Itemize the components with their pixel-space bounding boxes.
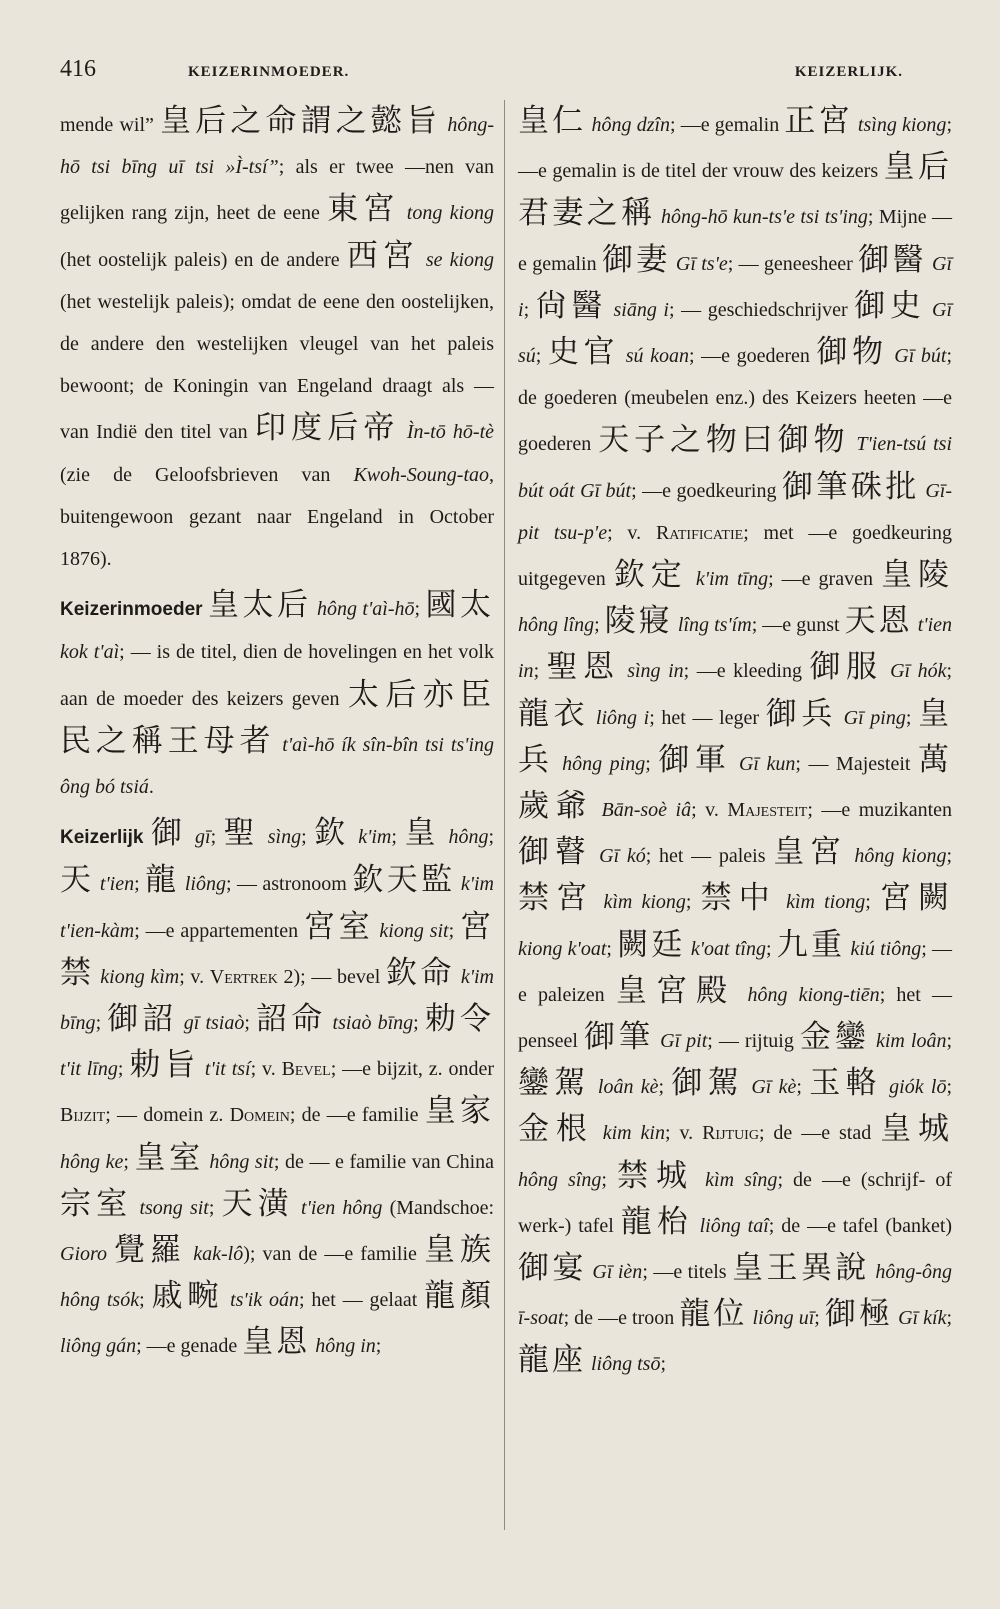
chinese-characters: 龍顏	[424, 1278, 495, 1314]
entry-text: ; v.	[250, 1058, 282, 1081]
cross-reference: Domein	[229, 1104, 290, 1127]
entry-text: (Mandschoe:	[382, 1196, 494, 1219]
page-number: 416	[60, 56, 96, 82]
chinese-characters: 御筆硃批	[781, 468, 920, 504]
romanization: kìm sîng	[705, 1168, 778, 1191]
romanization: lîng ts'ím	[677, 614, 752, 637]
cross-reference: Rijtuig	[702, 1122, 759, 1145]
entry-text: ;	[946, 1076, 953, 1099]
entry-text: ;	[375, 1335, 382, 1358]
romanization: t'it tsí	[204, 1058, 251, 1081]
entry-text: ; — Majesteit	[795, 752, 919, 775]
chinese-characters: 皇后之命謂之懿旨	[160, 103, 442, 138]
entry-text: ; v.	[664, 1122, 703, 1145]
romanization: Gī hók	[890, 660, 947, 683]
headword: Keizerlijk	[60, 827, 144, 849]
left-column	[60, 100, 494, 1368]
entry-text: , buitengewoon gezant naar Engeland in October 1876).	[60, 463, 494, 571]
romanization: hông kiong	[854, 845, 947, 868]
entry-text: ; de —e stad	[758, 1122, 881, 1145]
romanization: kiong k'oat	[518, 937, 607, 960]
entry-text: ; het — paleis	[645, 845, 774, 868]
entry-text: ; —e genade	[136, 1335, 243, 1358]
cross-reference: Bijzit	[60, 1104, 106, 1127]
entry-text: (het westelijk paleis); omdat de eene den oostelijken, de andere den westelijken vleugel van het paleis bewoont; de Koningin van Engeland draagt als — van Indië den titel van	[60, 290, 494, 444]
right-column	[518, 100, 952, 1386]
chinese-characters: 皇陵	[880, 557, 952, 593]
entry-text: ; —e goedkeuring	[631, 479, 782, 502]
entry-text: .	[148, 776, 154, 799]
romanization: Gī kun	[738, 752, 796, 775]
entry-text	[736, 984, 747, 1006]
entry-text: ; v.	[179, 965, 210, 988]
entry-text: ; — geschiedschrijver	[669, 298, 855, 321]
romanization: tong kiong	[406, 202, 495, 225]
entry-text	[695, 1169, 705, 1191]
entry-text: ;	[134, 873, 146, 896]
chinese-characters: 史官	[547, 334, 620, 370]
entry-text: ; de —e tafel (banket)	[768, 1214, 953, 1237]
entry-text: ; de —e familie	[289, 1104, 425, 1127]
entry-text	[143, 826, 151, 848]
entry-text	[555, 753, 563, 775]
chinese-characters: 天潢	[221, 1185, 294, 1221]
chinese-characters: 皇宮殿	[615, 972, 737, 1008]
romanization: t'it līng	[60, 1058, 118, 1081]
chinese-characters: 皇后君妻之稱	[518, 149, 952, 231]
romanization: kiú tiông	[850, 937, 922, 960]
chinese-characters: 東宮	[327, 191, 400, 227]
chinese-characters: 禁宮	[518, 880, 595, 916]
entry-text: ;	[865, 891, 880, 914]
romanization: Gī ts'e	[675, 252, 728, 275]
romanization: Ìn-tō hō-tè	[406, 421, 494, 444]
romanization: hông dzîn	[591, 114, 671, 136]
chinese-characters: 闕廷	[617, 926, 686, 962]
chinese-characters: 龍枱	[620, 1203, 693, 1239]
entry-text: ;	[533, 660, 547, 683]
entry-text	[837, 707, 844, 729]
romanization: kiong sit	[379, 919, 449, 942]
chinese-characters: 聖	[223, 815, 261, 851]
entry-text: ;	[244, 1012, 257, 1035]
entry-text: ; de goederen (meubelen enz.) des Keizers heeten —e goederen	[518, 345, 953, 456]
romanization: Gī kè	[751, 1076, 797, 1099]
entry-text	[419, 249, 426, 271]
chinese-characters: 御瞽	[518, 834, 592, 870]
chinese-characters: 天	[60, 862, 95, 898]
chinese-characters: 皇宮	[773, 834, 847, 870]
romanization: liông taî	[699, 1214, 769, 1237]
romanization: liông	[184, 873, 226, 896]
chinese-characters: 玉輅	[809, 1065, 882, 1101]
entry-text: ;	[658, 1076, 672, 1099]
romanization: gī	[195, 826, 211, 849]
chinese-characters: 龍位	[679, 1296, 748, 1332]
entry-text: ; —e gunst	[751, 614, 845, 637]
romanization: k'oat tîng	[690, 937, 766, 960]
entry-text	[400, 202, 407, 224]
entry-text: ;	[448, 919, 460, 942]
chinese-characters: 龍	[145, 862, 180, 898]
entry-text: ;	[946, 660, 953, 683]
romanization: se kiong	[425, 248, 495, 271]
romanization: hông-ông ī-soat	[518, 1261, 953, 1330]
chinese-characters: 御宴	[518, 1250, 587, 1286]
romanization: Gī ping	[843, 706, 906, 729]
entry-text: 2); — bevel	[277, 965, 386, 988]
romanization: hông in	[315, 1335, 376, 1358]
entry-text: ; —e graven	[768, 568, 881, 591]
chinese-characters: 尙醫	[535, 287, 607, 323]
entry-text: (het oostelijk paleis) en de andere	[60, 248, 347, 271]
entry-text: ; —e bijzit, z. onder	[330, 1058, 495, 1081]
chinese-characters: 鑾駕	[518, 1065, 591, 1101]
romanization: giók lō	[889, 1076, 947, 1099]
page-header	[60, 50, 955, 90]
romanization: kiong kìm	[100, 965, 180, 988]
romanization: sìng in	[627, 660, 684, 683]
chinese-characters: 御駕	[671, 1065, 745, 1101]
chinese-characters: 聖恩	[546, 649, 620, 685]
dictionary-entry	[60, 812, 494, 1367]
cross-reference: Bevel	[281, 1058, 331, 1081]
chinese-characters: 皇城	[880, 1111, 953, 1147]
entry-text: ;	[765, 937, 777, 960]
entry-text	[607, 299, 614, 321]
entry-text: ;	[645, 752, 659, 775]
chinese-characters: 皇王異說	[732, 1250, 870, 1286]
dictionary-entry	[60, 584, 494, 808]
romanization: hông tsók	[60, 1289, 140, 1312]
entry-text: ;	[660, 1353, 667, 1376]
entry-text: ;	[95, 1012, 108, 1035]
chinese-characters: 皇	[404, 815, 441, 851]
entry-text: ; —e appartementen	[134, 919, 304, 942]
entry-text	[619, 345, 626, 367]
chinese-characters: 御史	[854, 287, 926, 323]
entry-text: ; het — leger	[649, 706, 766, 729]
chinese-characters: 禁城	[617, 1157, 696, 1193]
chinese-characters: 勅旨	[129, 1047, 200, 1083]
romanization: Bān-soè iâ	[601, 799, 692, 822]
chinese-characters: 天恩	[844, 603, 913, 639]
entry-text: ; —e goederen	[689, 345, 817, 368]
entry-text: ; v.	[691, 799, 728, 822]
entry-text	[591, 1076, 598, 1098]
chinese-characters: 欽定	[613, 557, 688, 593]
entry-text	[731, 753, 739, 775]
entry-text: ;	[117, 1058, 130, 1081]
entry-text: (zie de Geloofsbrieven van	[60, 463, 354, 486]
romanization: hông	[448, 826, 489, 849]
romanization: hông ke	[60, 1150, 124, 1173]
romanization: Gioro	[60, 1243, 108, 1266]
entry-text: ;	[301, 826, 315, 849]
entry-text: ; —e gemalin is de titel der vrouw des keizers	[518, 114, 952, 183]
chinese-characters: 欽天監	[352, 862, 456, 898]
chinese-characters: 皇室	[134, 1139, 204, 1175]
entry-text: ;	[601, 1168, 617, 1191]
romanization: Gī kík	[898, 1307, 947, 1330]
chinese-characters: 御服	[809, 649, 883, 685]
chinese-characters: 御筆	[584, 1019, 655, 1055]
chinese-characters: 天子之物曰御物	[598, 422, 850, 458]
cross-reference: Majesteit	[727, 799, 808, 822]
romanization: k'im t'ien-kàm	[60, 873, 494, 942]
romanization: sú koan	[625, 345, 689, 368]
entry-text: ;	[946, 1030, 953, 1053]
chinese-characters: 金鑾	[799, 1019, 870, 1055]
entry-text	[589, 707, 596, 729]
entry-text: ;	[535, 345, 548, 368]
chinese-characters: 皇族	[423, 1232, 494, 1268]
chinese-characters: 詔命	[256, 1001, 327, 1037]
headword: Keizerinmoeder	[60, 599, 203, 621]
entry-text	[400, 421, 407, 443]
cross-reference: Ratificatie	[655, 521, 744, 544]
romanization: Gī ièn	[592, 1261, 643, 1284]
entry-text: ;	[413, 1012, 425, 1035]
chinese-characters: 御妻	[601, 241, 671, 277]
chinese-characters: 西宮	[346, 237, 419, 273]
chinese-characters: 皇仁	[518, 103, 587, 138]
entry-text: ;	[814, 1307, 825, 1330]
romanization: hông lîng	[518, 614, 595, 637]
chinese-characters: 龍座	[518, 1342, 586, 1378]
entry-text: ; — rijtuig	[707, 1030, 800, 1053]
romanization: k'im	[358, 826, 392, 849]
entry-text: ; — astronoom	[226, 873, 353, 896]
romanization: Gī i	[518, 252, 953, 321]
entry-text: ; —e paleizen	[518, 937, 953, 1006]
romanization: kìm kiong	[603, 891, 686, 914]
chinese-characters: 御兵	[765, 695, 838, 731]
chinese-characters: 御軍	[658, 741, 732, 777]
entry-text: ;	[210, 826, 224, 849]
entry-text: ;	[594, 614, 605, 637]
running-head-left: KEIZERINMOEDER.	[188, 64, 350, 80]
entry-text: ;	[523, 298, 536, 321]
chinese-characters: 皇太后	[208, 587, 312, 623]
romanization: kak-lô	[193, 1243, 244, 1266]
entry-text: ; het — gelaat	[299, 1289, 425, 1312]
chinese-characters: 萬歲爺	[518, 741, 953, 824]
romanization: hông sîng	[518, 1168, 602, 1191]
entry-text: ;	[208, 1196, 222, 1219]
romanization: hông kiong-tiēn	[747, 983, 880, 1006]
chinese-characters: 皇家	[424, 1093, 494, 1129]
entry-text: ;	[946, 845, 953, 868]
entry-text	[441, 826, 449, 848]
entry-text: ; Mijne —e gemalin	[518, 206, 952, 275]
chinese-characters: 御醫	[858, 241, 927, 277]
running-head-right: KEIZERLIJK.	[794, 64, 903, 80]
romanization: liông tsō	[591, 1353, 661, 1376]
chinese-characters: 勅令	[424, 1001, 495, 1037]
romanization: tsiaò bīng	[332, 1012, 414, 1035]
entry-text: ;	[606, 937, 618, 960]
chinese-characters: 皇兵	[518, 695, 953, 777]
chinese-characters: 戚畹	[151, 1278, 224, 1314]
entry-text: ;	[905, 706, 919, 729]
entry-text: mende wil”	[60, 114, 161, 136]
entry-text: ; —e muzikanten	[807, 799, 953, 822]
romanization: k'im tīng	[695, 568, 769, 591]
chinese-characters: 國太	[425, 587, 495, 623]
entry-text: ;	[139, 1289, 152, 1312]
romanization: hông t'aì-hō	[316, 598, 415, 621]
romanization: t'aì-hō ík sîn-bîn tsi ts'ing ông bó tsiá	[60, 733, 494, 799]
romanization: kok t'aì	[60, 641, 120, 664]
romanization: ts'ik oán	[230, 1289, 299, 1312]
entry-text: ;	[796, 1076, 810, 1099]
romanization: kim kin	[602, 1122, 665, 1145]
chinese-characters: 禁中	[700, 880, 777, 916]
romanization: sìng	[267, 826, 302, 849]
chinese-characters: 御極	[824, 1296, 894, 1332]
romanization: siāng i	[613, 298, 669, 321]
entry-text: ; de —e (schrijf- of werk-) tafel	[518, 1168, 953, 1237]
entry-text: ;	[414, 598, 426, 621]
romanization: tsìng kiong	[857, 114, 947, 136]
entry-text: ;	[488, 826, 495, 849]
chinese-characters: 欽命	[385, 954, 456, 990]
romanization: k'im bīng	[60, 965, 494, 1035]
romanization: Gī-pit tsu-p'e	[518, 479, 953, 544]
romanization: Kwoh-Soung-tao	[353, 463, 489, 486]
romanization: liông gán	[60, 1335, 137, 1358]
romanization: Gī pit	[660, 1030, 708, 1053]
entry-text	[883, 660, 891, 682]
romanization: hông sit	[209, 1150, 274, 1173]
romanization: liông i	[595, 706, 650, 729]
entry-text: ;	[946, 1307, 953, 1330]
entry-text	[594, 1122, 603, 1144]
chinese-characters: 宮闕	[879, 880, 953, 916]
chinese-characters: 陵寢	[604, 603, 673, 639]
entry-text: ; met —e goedkeuring uitgegeven	[518, 521, 952, 591]
romanization: t'ien hông	[301, 1196, 383, 1219]
romanization: Gī bút	[894, 345, 947, 368]
entry-text	[688, 568, 696, 590]
romanization: hông-hō kun-ts'e tsi ts'ing	[660, 206, 868, 229]
entry-text: ; als er twee —nen van gelijken rang zijn, heet de eene	[60, 156, 494, 225]
romanization: T'ien-tsú tsi bút oát Gī bút	[518, 433, 953, 502]
romanization: tsong sit	[139, 1196, 209, 1219]
entry-text	[777, 891, 786, 913]
romanization: Gī kó	[599, 845, 646, 868]
entry-text: ; de —e troon	[563, 1307, 680, 1330]
column-divider	[504, 100, 505, 1530]
chinese-characters: 宮室	[303, 908, 374, 944]
entry-continuation	[60, 100, 494, 580]
entry-text: ;	[685, 891, 701, 914]
entry-text	[693, 1215, 700, 1237]
chinese-characters: 正宮	[784, 103, 853, 138]
romanization: t'ien	[99, 873, 135, 896]
chinese-characters: 御	[150, 815, 188, 851]
entry-text: ; —e titels	[642, 1261, 733, 1284]
cross-reference: Vertrek	[209, 965, 278, 988]
chinese-characters: 皇恩	[242, 1324, 311, 1360]
entry-text: ); van de —e familie	[243, 1243, 424, 1266]
entry-text: ; —e kleeding	[683, 660, 810, 683]
romanization: gī tsiaò	[183, 1012, 245, 1035]
entry-text: ; het — penseel	[518, 983, 952, 1053]
chinese-characters: 印度后帝	[254, 410, 400, 446]
chinese-characters: 九重	[776, 926, 846, 962]
entry-text: ;	[123, 1150, 135, 1173]
entry-text	[294, 1197, 301, 1219]
romanization: hông ping	[562, 752, 646, 775]
romanization: loân kè	[597, 1076, 659, 1099]
entry-text: ; — domein z.	[105, 1104, 230, 1127]
entry-text: ; — geneesheer	[727, 252, 859, 275]
entry-text: ; de — e familie van China	[273, 1150, 495, 1173]
romanization: Gī sú	[518, 298, 953, 368]
chinese-characters: 宗室	[60, 1185, 133, 1221]
romanization: liông uī	[752, 1307, 815, 1330]
entry-text: ; — is de titel, dien de hovelingen en het volk aan de moeder des keizers geven	[60, 641, 494, 710]
chinese-characters: 御物	[816, 334, 888, 370]
romanization: t'ien in	[518, 614, 953, 683]
chinese-characters: 龍衣	[518, 695, 590, 731]
chinese-characters: 欽	[314, 815, 351, 851]
entry-continuation	[518, 100, 952, 1386]
entry-text: ; —e gemalin	[670, 114, 785, 136]
entry-text: ;	[391, 826, 405, 849]
entry-text	[188, 826, 196, 848]
romanization: hông-hō tsi bīng uī tsi »Ì-tsí”	[60, 114, 495, 179]
chinese-characters: 宮禁	[60, 908, 494, 990]
entry-text	[260, 826, 268, 848]
chinese-characters: 覺羅	[114, 1232, 187, 1268]
entry-text: ; v.	[607, 521, 656, 544]
chinese-characters: 御詔	[107, 1001, 178, 1037]
romanization: kim loân	[875, 1030, 947, 1053]
chinese-characters: 金根	[518, 1111, 594, 1147]
chinese-characters: 太后亦臣民之稱王母者	[60, 676, 495, 758]
romanization: kìm tiong	[786, 891, 866, 914]
entry-text	[591, 845, 599, 867]
